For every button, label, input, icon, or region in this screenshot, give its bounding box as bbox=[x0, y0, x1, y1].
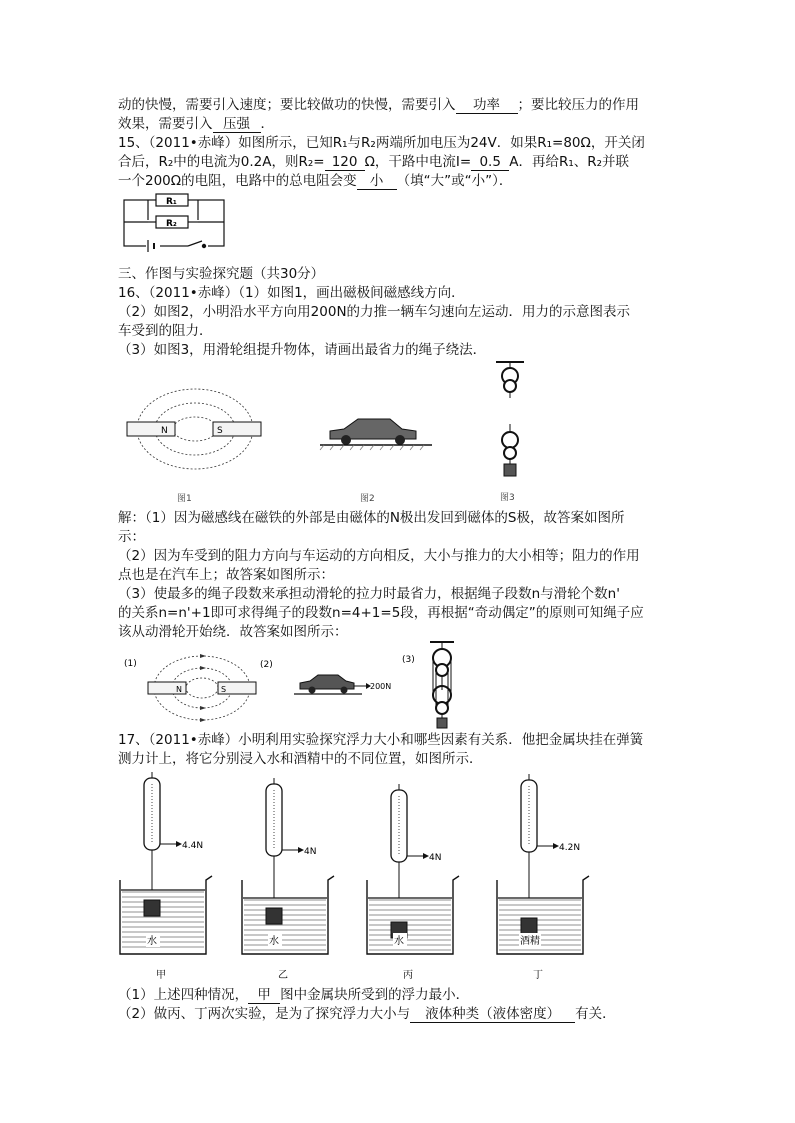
liquid-label: 水 bbox=[147, 936, 157, 947]
scale-reading: 4.4N bbox=[182, 841, 204, 851]
text-line: 动的快慢，需要引入速度；要比较做功的快慢，需要引入 功率 ；要比较压力的作用 bbox=[118, 97, 639, 113]
answer-blank: 小 bbox=[357, 174, 397, 190]
question-17: 17、（2011•赤峰）小明利用实验探究浮力大小和哪些因素有关系．他把金属块挂在弹簧 bbox=[118, 732, 644, 748]
fig3-caption: 图3 bbox=[500, 493, 515, 503]
experiment-setup bbox=[365, 772, 485, 987]
question-16: 16、（2011•赤峰）（1）如图1，画出磁极间磁感线方向． bbox=[118, 285, 465, 301]
text-line: （2）因为车受到的阻力方向与车运动的方向相反，大小与推力的大小相等；阻力的作用 bbox=[118, 548, 640, 564]
text-line: （3）使最多的绳子段数来承担动滑轮的拉力时最省力，根据绳子段数n与滑轮个数n' bbox=[118, 586, 620, 602]
svg-text:S: S bbox=[221, 685, 227, 694]
text-line: （3）如图3，用滑轮组提升物体，请画出最省力的绳子绕法． bbox=[118, 342, 487, 358]
scale-reading: 4N bbox=[429, 853, 442, 863]
force-label: 200N bbox=[370, 682, 392, 691]
fig1-caption: 图1 bbox=[177, 494, 192, 504]
beaker-caption: 丙 bbox=[403, 970, 413, 981]
text-line: 点也是在汽车上；故答案如图所示： bbox=[118, 567, 334, 583]
answer-blank: 0.5 bbox=[471, 155, 509, 171]
text-line: 的关系n=n'+1即可求得绳子的段数n=4+1=5段，再根据“奇动偶定”的原则可知绳子应 bbox=[118, 605, 644, 621]
answer-figure-3 bbox=[400, 640, 470, 730]
answer-figure-1 bbox=[122, 648, 272, 726]
fig2-caption: 图2 bbox=[360, 494, 375, 504]
section-title: 三、作图与实验探究题（共30分） bbox=[118, 266, 325, 282]
experiment-setup bbox=[118, 772, 238, 987]
svg-text:N: N bbox=[176, 685, 182, 694]
text-line: 车受到的阻力． bbox=[118, 323, 213, 339]
pole-n: N bbox=[161, 426, 168, 436]
liquid-label: 酒精 bbox=[520, 936, 540, 947]
svg-text:(1): (1) bbox=[124, 659, 137, 669]
r1-label: R₁ bbox=[166, 197, 177, 207]
text-line: （2）如图2，小明沿水平方向用200N的力推一辆车匀速向左运动．用力的示意图表示 bbox=[118, 304, 631, 320]
text-line: 测力计上，将它分别浸入水和酒精中的不同位置，如图所示． bbox=[118, 751, 483, 767]
figure-1-magnets bbox=[125, 385, 265, 505]
answer-blank: 甲 bbox=[248, 988, 280, 1004]
scale-reading: 4N bbox=[304, 847, 317, 857]
answer-blank: 120 bbox=[325, 155, 365, 171]
text-line: 示： bbox=[118, 529, 145, 545]
circuit-diagram bbox=[118, 190, 230, 262]
beaker-caption: 乙 bbox=[278, 970, 288, 981]
question-15: 15、（2011•赤峰）如图所示，已知R₁与R₂两端所加电压为24V．如果R₁=80Ω，开关闭 bbox=[118, 135, 645, 151]
scale-reading: 4.2N bbox=[559, 843, 581, 853]
svg-text:(3): (3) bbox=[402, 655, 415, 665]
experiment-setup bbox=[240, 772, 360, 987]
answer-2: （2）做丙、丁两次实验，是为了探究浮力大小与 液体种类（液体密度） 有关． bbox=[118, 1006, 616, 1022]
answer-blank: 压强 bbox=[213, 117, 261, 133]
beaker-caption: 丁 bbox=[533, 970, 543, 981]
figure-2-car bbox=[320, 405, 440, 505]
figure-3-pulleys bbox=[490, 358, 530, 504]
solution: 解：（1）因为磁感线在磁铁的外部是由磁体的N极出发回到磁体的S极，故答案如图所 bbox=[118, 510, 625, 526]
text-line: 一个200Ω的电阻，电路中的总电阻会变 小 （填“大”或“小”）． bbox=[118, 173, 513, 189]
liquid-label: 水 bbox=[269, 936, 279, 947]
liquid-label: 水 bbox=[394, 936, 404, 947]
pole-s: S bbox=[217, 426, 223, 436]
text-line: 合后，R₂中的电流为0.2A，则R₂= 120 Ω，干路中电流I= 0.5 A．再给R₁、R₂并联 bbox=[118, 154, 630, 170]
r2-label: R₂ bbox=[166, 219, 177, 229]
answer-blank: 功率 bbox=[456, 98, 518, 114]
experiment-setup bbox=[495, 772, 615, 987]
svg-text:(2): (2) bbox=[260, 660, 273, 670]
answer-1: （1）上述四种情况， 甲 图中金属块所受到的浮力最小． bbox=[118, 987, 470, 1003]
answer-figure-2 bbox=[258, 655, 392, 705]
text-line: 该从动滑轮开始绕．故答案如图所示： bbox=[118, 624, 348, 640]
answer-blank: 液体种类（液体密度） bbox=[410, 1007, 575, 1023]
beaker-caption: 甲 bbox=[156, 970, 166, 981]
text-line: 效果，需要引入 压强 ． bbox=[118, 116, 274, 132]
